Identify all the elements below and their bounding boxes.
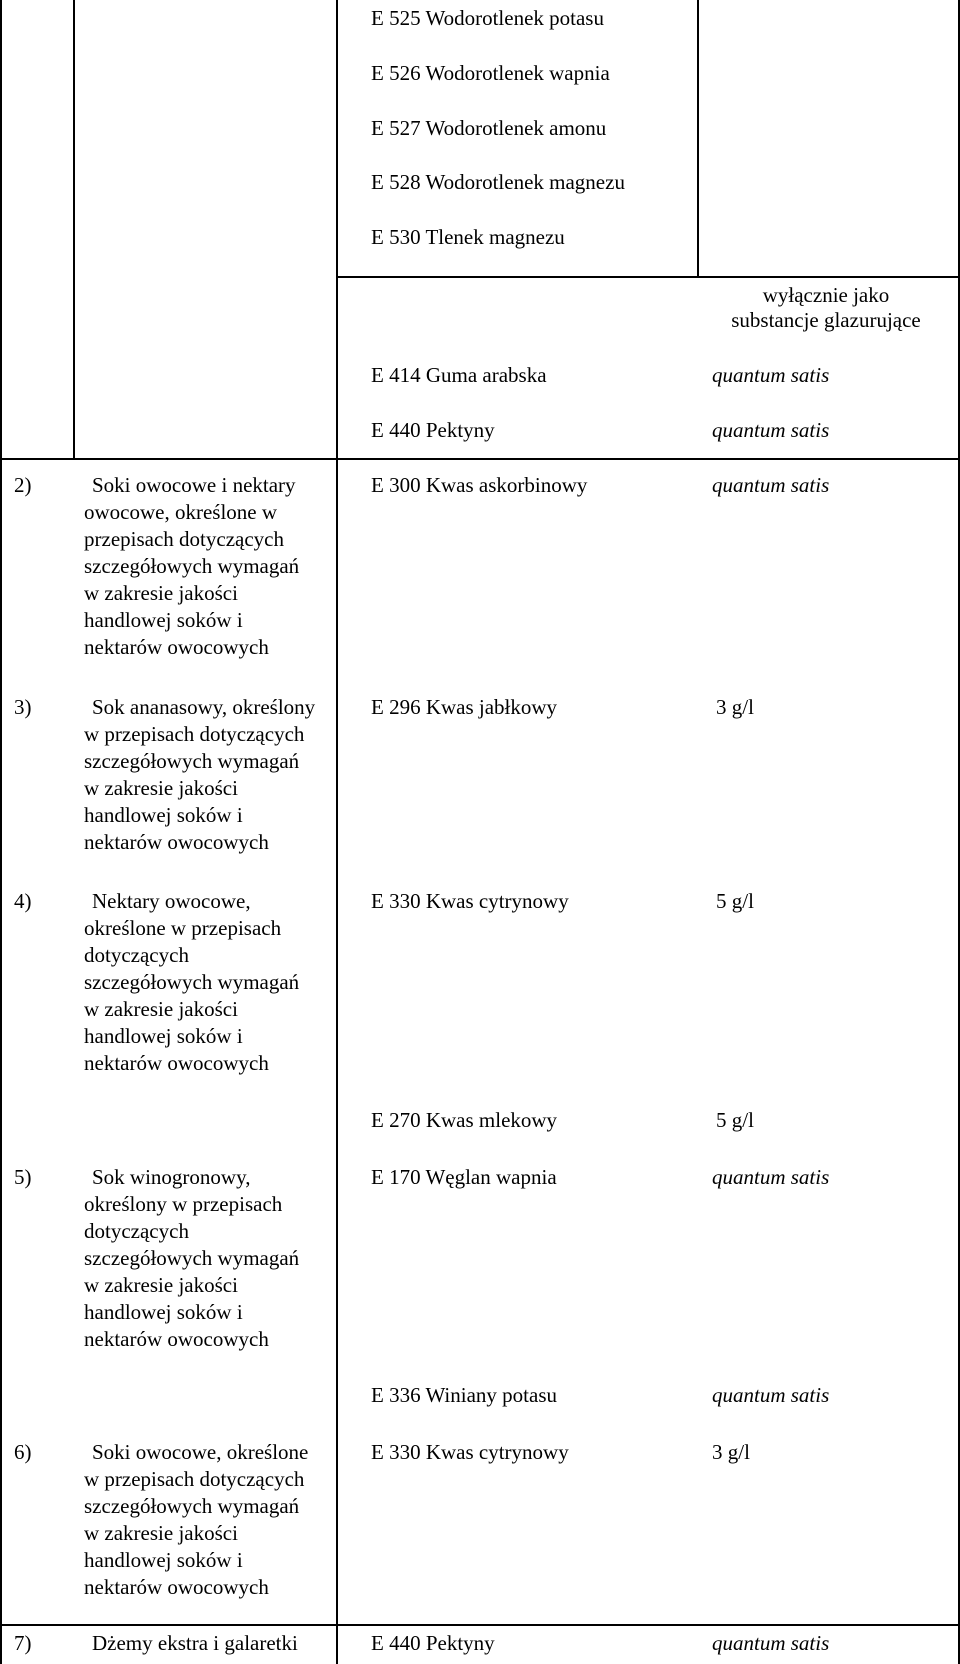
substance-name: E 440 Pektyny: [371, 418, 495, 442]
substance-amount: quantum satis: [712, 363, 830, 387]
row-number: 3): [14, 695, 32, 719]
desc-line: w przepisach dotyczących: [84, 1467, 305, 1491]
table-border-col1: [73, 0, 75, 458]
substance-name: E 336 Winiany potasu: [371, 1383, 557, 1407]
desc-line: handlowej soków i: [84, 1548, 243, 1572]
row-description: [84, 1164, 300, 1353]
substance-name: E 296 Kwas jabłkowy: [371, 695, 558, 719]
desc-line: przepisach dotyczących: [84, 527, 284, 551]
table-border-row7-top: [0, 1624, 960, 1626]
desc-line: handlowej soków i: [84, 1300, 243, 1324]
restriction-note: wyłącznie jako: [762, 283, 890, 307]
desc-line: w zakresie jakości: [84, 776, 238, 800]
substance-name: E 330 Kwas cytrynowy: [371, 1440, 569, 1464]
row-number: 6): [14, 1440, 32, 1464]
table-border-row2-top: [0, 458, 960, 460]
substance-amount: 5 g/l: [716, 1108, 754, 1132]
desc-line: nektarów owocowych: [84, 1051, 269, 1075]
substance-name: E 270 Kwas mlekowy: [371, 1108, 558, 1132]
substance-name: E 300 Kwas askorbinowy: [371, 473, 588, 497]
substance-amount: quantum satis: [712, 473, 830, 497]
desc-line: szczegółowych wymagań: [84, 1494, 300, 1518]
desc-line: szczegółowych wymagań: [84, 970, 300, 994]
desc-line: nektarów owocowych: [84, 635, 269, 659]
desc-line: określone w przepisach: [84, 916, 282, 940]
substance-name: E 440 Pektyny: [371, 1631, 495, 1655]
desc-line: szczegółowych wymagań: [84, 1246, 300, 1270]
desc-line: w zakresie jakości: [84, 581, 238, 605]
desc-line: nektarów owocowych: [84, 1327, 269, 1351]
substance-amount: quantum satis: [712, 1383, 830, 1407]
substance-item: E 530 Tlenek magnezu: [371, 225, 565, 249]
row-number: 5): [14, 1165, 32, 1189]
table-border-col2: [336, 0, 338, 1664]
desc-line: handlowej soków i: [84, 1024, 243, 1048]
desc-line: owocowe, określone w: [84, 500, 278, 524]
table-border-col3: [697, 0, 699, 276]
desc-line: dotyczących: [84, 1219, 189, 1243]
substance-amount: quantum satis: [712, 1165, 830, 1189]
substance-amount: quantum satis: [712, 418, 830, 442]
desc-line: Sok ananasowy, określony: [92, 695, 316, 719]
desc-line: Soki owocowe, określone: [92, 1440, 309, 1464]
substance-amount: quantum satis: [712, 1631, 830, 1655]
desc-line: nektarów owocowych: [84, 1575, 269, 1599]
substance-item: E 527 Wodorotlenek amonu: [371, 116, 607, 140]
row-number: 4): [14, 889, 32, 913]
row-description: [84, 472, 300, 661]
desc-line: szczegółowych wymagań: [84, 554, 300, 578]
desc-line: Soki owocowe i nektary: [92, 473, 296, 497]
substance-name: E 414 Guma arabska: [371, 363, 547, 387]
desc-line: określony w przepisach: [84, 1192, 283, 1216]
substance-name: E 170 Węglan wapnia: [371, 1165, 557, 1189]
desc-line: w zakresie jakości: [84, 997, 238, 1021]
row-description: [84, 1439, 309, 1601]
table-border-left: [0, 0, 2, 1664]
row-number: 7): [14, 1631, 32, 1655]
substance-item: E 528 Wodorotlenek magnezu: [371, 170, 625, 194]
desc-line: handlowej soków i: [84, 608, 243, 632]
substance-amount: 3 g/l: [716, 695, 754, 719]
desc-line: Sok winogronowy,: [92, 1165, 251, 1189]
row-number: 2): [14, 473, 32, 497]
substance-item: E 526 Wodorotlenek wapnia: [371, 61, 610, 85]
row-description: [92, 1630, 298, 1657]
table-border-glazing-top: [336, 276, 960, 278]
row-description: [84, 694, 316, 856]
desc-line: Dżemy ekstra i galaretki: [92, 1631, 298, 1655]
desc-line: nektarów owocowych: [84, 830, 269, 854]
desc-line: handlowej soków i: [84, 803, 243, 827]
desc-line: w zakresie jakości: [84, 1273, 238, 1297]
substance-item: E 525 Wodorotlenek potasu: [371, 6, 604, 30]
substance-amount: 5 g/l: [716, 889, 754, 913]
restriction-note: substancje glazurujące: [731, 308, 921, 332]
substance-amount: 3 g/l: [712, 1440, 750, 1464]
desc-line: w zakresie jakości: [84, 1521, 238, 1545]
row-description: [84, 888, 300, 1077]
desc-line: szczegółowych wymagań: [84, 749, 300, 773]
desc-line: dotyczących: [84, 943, 189, 967]
substance-name: E 330 Kwas cytrynowy: [371, 889, 569, 913]
desc-line: w przepisach dotyczących: [84, 722, 305, 746]
desc-line: Nektary owocowe,: [92, 889, 251, 913]
